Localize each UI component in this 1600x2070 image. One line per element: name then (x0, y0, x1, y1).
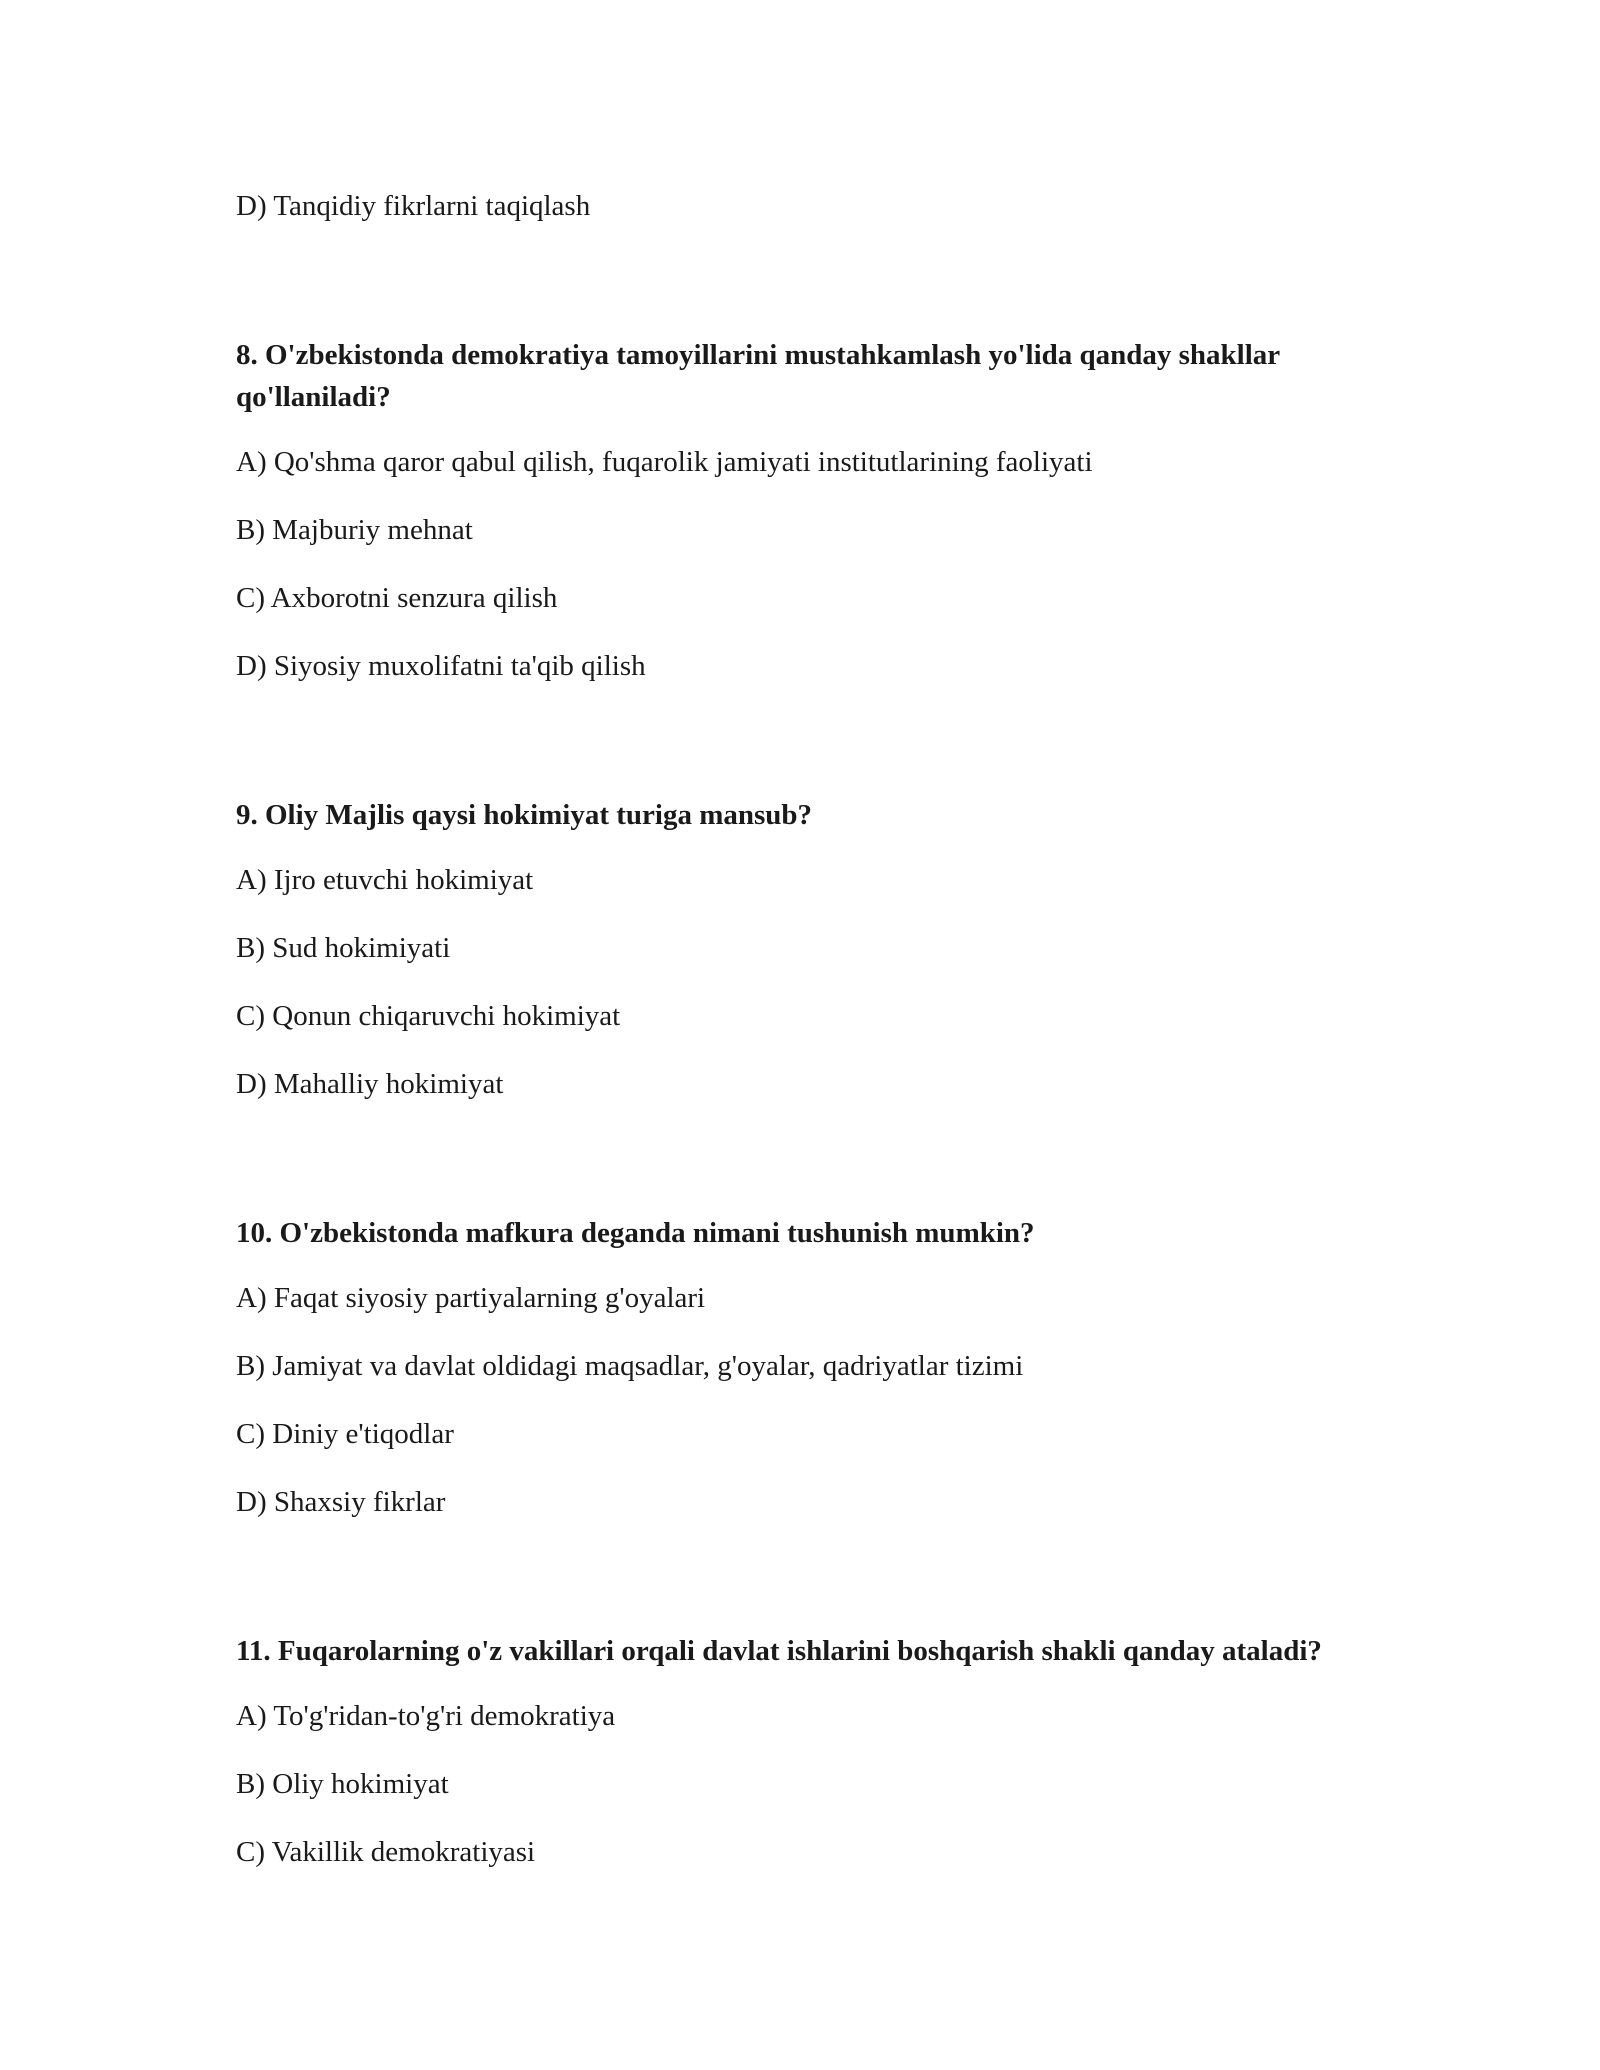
answer-option: C) Vakillik demokratiyasi (236, 1836, 536, 1868)
question-text: 10. O'zbekistonda mafkura deganda nimani tushunish mumkin? (236, 1217, 1035, 1249)
question-text: 11. Fuqarolarning o'z vakillari orqali davlat ishlarini boshqarish shakli qanday ataladi? (236, 1635, 1322, 1667)
answer-option: D) Mahalliy hokimiyat (236, 1068, 504, 1100)
question-block-10 (236, 1212, 1366, 1522)
question-block-8 (236, 334, 1366, 686)
question-text: 9. Oliy Majlis qaysi hokimiyat turiga mansub? (236, 799, 813, 831)
answer-option: A) To'g'ridan-to'g'ri demokratiya (236, 1700, 616, 1732)
answer-option: D) Shaxsiy fikrlar (236, 1486, 446, 1518)
question-text: 8. O'zbekistonda demokratiya tamoyillarini mustahkamlash yo'lida qanday shakllar qo'llaniladi? (236, 339, 1280, 413)
answer-option: B) Jamiyat va davlat oldidagi maqsadlar, g'oyalar, qadriyatlar tizimi (236, 1350, 1024, 1382)
answer-option: C) Qonun chiqaruvchi hokimiyat (236, 1000, 621, 1032)
answer-option: B) Sud hokimiyati (236, 932, 451, 964)
document-content (236, 186, 1366, 1872)
answer-option: A) Faqat siyosiy partiyalarning g'oyalari (236, 1282, 706, 1314)
answer-option: A) Ijro etuvchi hokimiyat (236, 864, 534, 896)
answer-option: B) Majburiy mehnat (236, 514, 473, 546)
answer-option: D) Siyosiy muxolifatni ta'qib qilish (236, 650, 646, 682)
question-block-9 (236, 794, 1366, 1104)
answer-option: C) Axborotni senzura qilish (236, 582, 558, 614)
answer-option: C) Diniy e'tiqodlar (236, 1418, 454, 1450)
question-block-11 (236, 1630, 1366, 1872)
answer-option: D) Tanqidiy fikrlarni taqiqlash (236, 190, 591, 222)
answer-option: B) Oliy hokimiyat (236, 1768, 449, 1800)
answer-option: A) Qo'shma qaror qabul qilish, fuqarolik jamiyati institutlarining faoliyati (236, 446, 1093, 478)
